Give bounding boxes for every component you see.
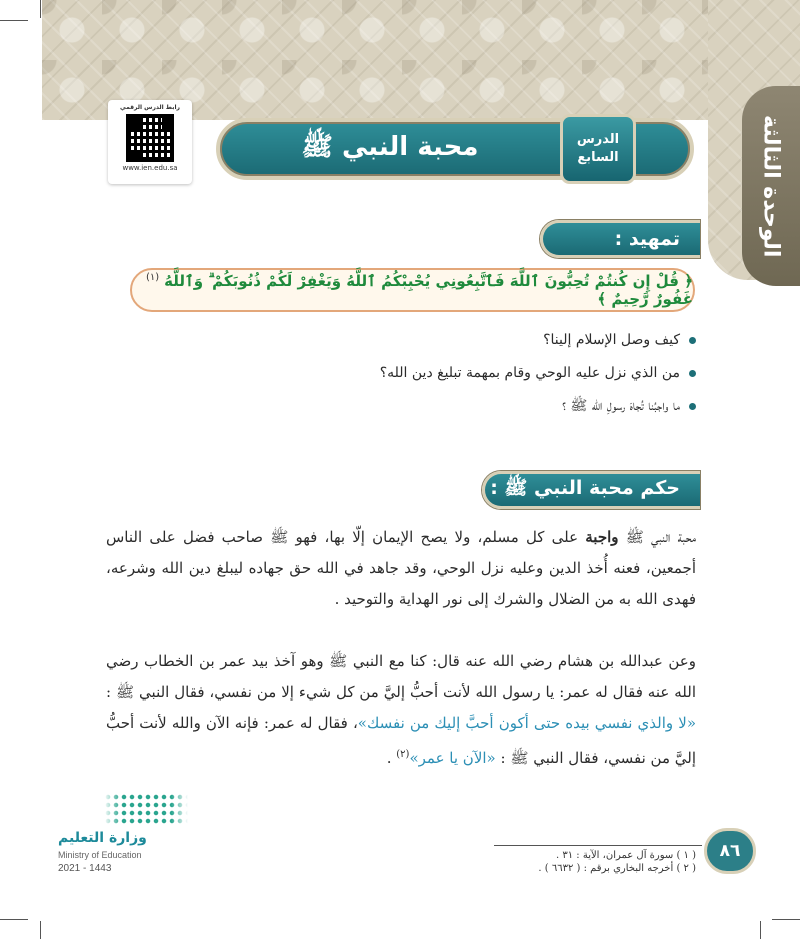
intro-questions bbox=[96, 330, 696, 429]
ministry-name-arabic: وزارة التعليم bbox=[58, 830, 147, 846]
question-item: ما واجبُنا تُجاهَ رسولِ الله ﷺ ؟ bbox=[96, 396, 696, 416]
unit-tab-label: الوحدة الثالثة bbox=[758, 114, 784, 258]
section-heading bbox=[482, 471, 700, 509]
crop-mark bbox=[0, 919, 28, 920]
ministry-name-english: Ministry of Education bbox=[58, 850, 142, 860]
footnote-item: ( ٢ ) أخرجه البخاري برقم : ( ٦٦٣٢ ) . bbox=[538, 863, 696, 874]
qr-url[interactable]: www.ien.edu.sa bbox=[122, 164, 178, 172]
quran-verse-text: ﴿ قُلْ إِن كُنتُمْ تُحِبُّونَ ٱللَّهَ فَٱتَّبِعُونِي يُحْبِبْكُمُ ٱللَّهُ وَيَغْفِرْ لَكُمْ ذُنُوبَكُمْ ۗ وَٱللَّهُ غَفُورٌ رَّحِيمٌ ﴾ bbox=[164, 272, 693, 308]
qr-code-icon[interactable] bbox=[126, 114, 174, 162]
paragraph-ruling bbox=[106, 522, 696, 615]
lesson-banner bbox=[216, 118, 694, 180]
footnote-divider bbox=[494, 845, 702, 846]
qr-card[interactable] bbox=[108, 100, 192, 184]
intro-heading bbox=[540, 220, 700, 258]
para1-rest: على كل مسلم، ولا يصح الإيمان إلّا بها، فهو ﷺ صاحب فضل على الناس أجمعين، فعنه أُخذ الدين وعليه نزل الوحي، وقد جاهد في الله حق جهاده ليبلغ دين الله وشرعه، فهدى الله به من الضلال والشرك إلى نور الهداية والتوحيد . bbox=[106, 528, 696, 608]
footnotes bbox=[436, 849, 696, 875]
lesson-title: محبة النبي ﷺ bbox=[301, 132, 479, 162]
para2-part1: وعن عبدالله بن هشام رضي الله عنه قال: كنا مع النبي ﷺ وهو آخذ بيد عمر بن الخطاب رضي الله عنه فقال له عمر: يا رسول الله لأنت أحبُّ إليَّ من كل شيء إلا من نفسي، فقال النبي ﷺ : bbox=[106, 652, 696, 701]
hadith-footnote-ref: (٢) bbox=[396, 749, 410, 760]
quran-verse bbox=[130, 268, 695, 312]
intro-heading-label: تمهيد : bbox=[614, 228, 680, 250]
section-heading-label: حكم محبة النبي ﷺ : bbox=[490, 477, 680, 499]
lesson-badge-line2: السابع bbox=[577, 150, 619, 165]
edition-year: 2021 - 1443 bbox=[58, 863, 112, 874]
unit-tab bbox=[742, 86, 800, 286]
lesson-badge bbox=[560, 114, 636, 184]
crop-mark bbox=[0, 20, 28, 21]
lesson-badge-line1: الدرس bbox=[576, 132, 620, 148]
question-item: كيف وصل الإسلام إلينا؟ bbox=[96, 330, 696, 350]
crop-mark bbox=[772, 919, 800, 920]
ministry-logo-icon bbox=[104, 793, 188, 825]
crop-mark bbox=[760, 921, 761, 939]
verse-footnote-ref: (١) bbox=[146, 272, 160, 283]
para2-part2: ، فقال له عمر: فإنه الآن والله لأنت أحبُّ إليَّ من نفسي، فقال النبي ﷺ : bbox=[106, 714, 696, 767]
hadith-quote-1: «لا والذي نفسي بيده حتى أكون أحبَّ إليك من نفسك» bbox=[357, 714, 696, 732]
crop-mark bbox=[40, 0, 41, 18]
page-number: ٨٦ bbox=[704, 828, 756, 874]
para1-start: محبة النبي ﷺ bbox=[618, 528, 696, 546]
footnote-item: ( ١ ) سورة آل عمران، الآية : ٣١ . bbox=[556, 850, 696, 861]
crop-mark bbox=[40, 921, 41, 939]
qr-label: رابط الدرس الرقمي bbox=[120, 104, 180, 111]
hadith-quote-2: «الآن يا عمر» bbox=[409, 749, 496, 767]
paragraph-hadith bbox=[106, 646, 696, 774]
para2-end: . bbox=[386, 749, 397, 767]
question-item: من الذي نزل عليه الوحي وقام بمهمة تبليغ دين الله؟ bbox=[96, 363, 696, 383]
para1-bold: واجبة bbox=[585, 528, 619, 546]
